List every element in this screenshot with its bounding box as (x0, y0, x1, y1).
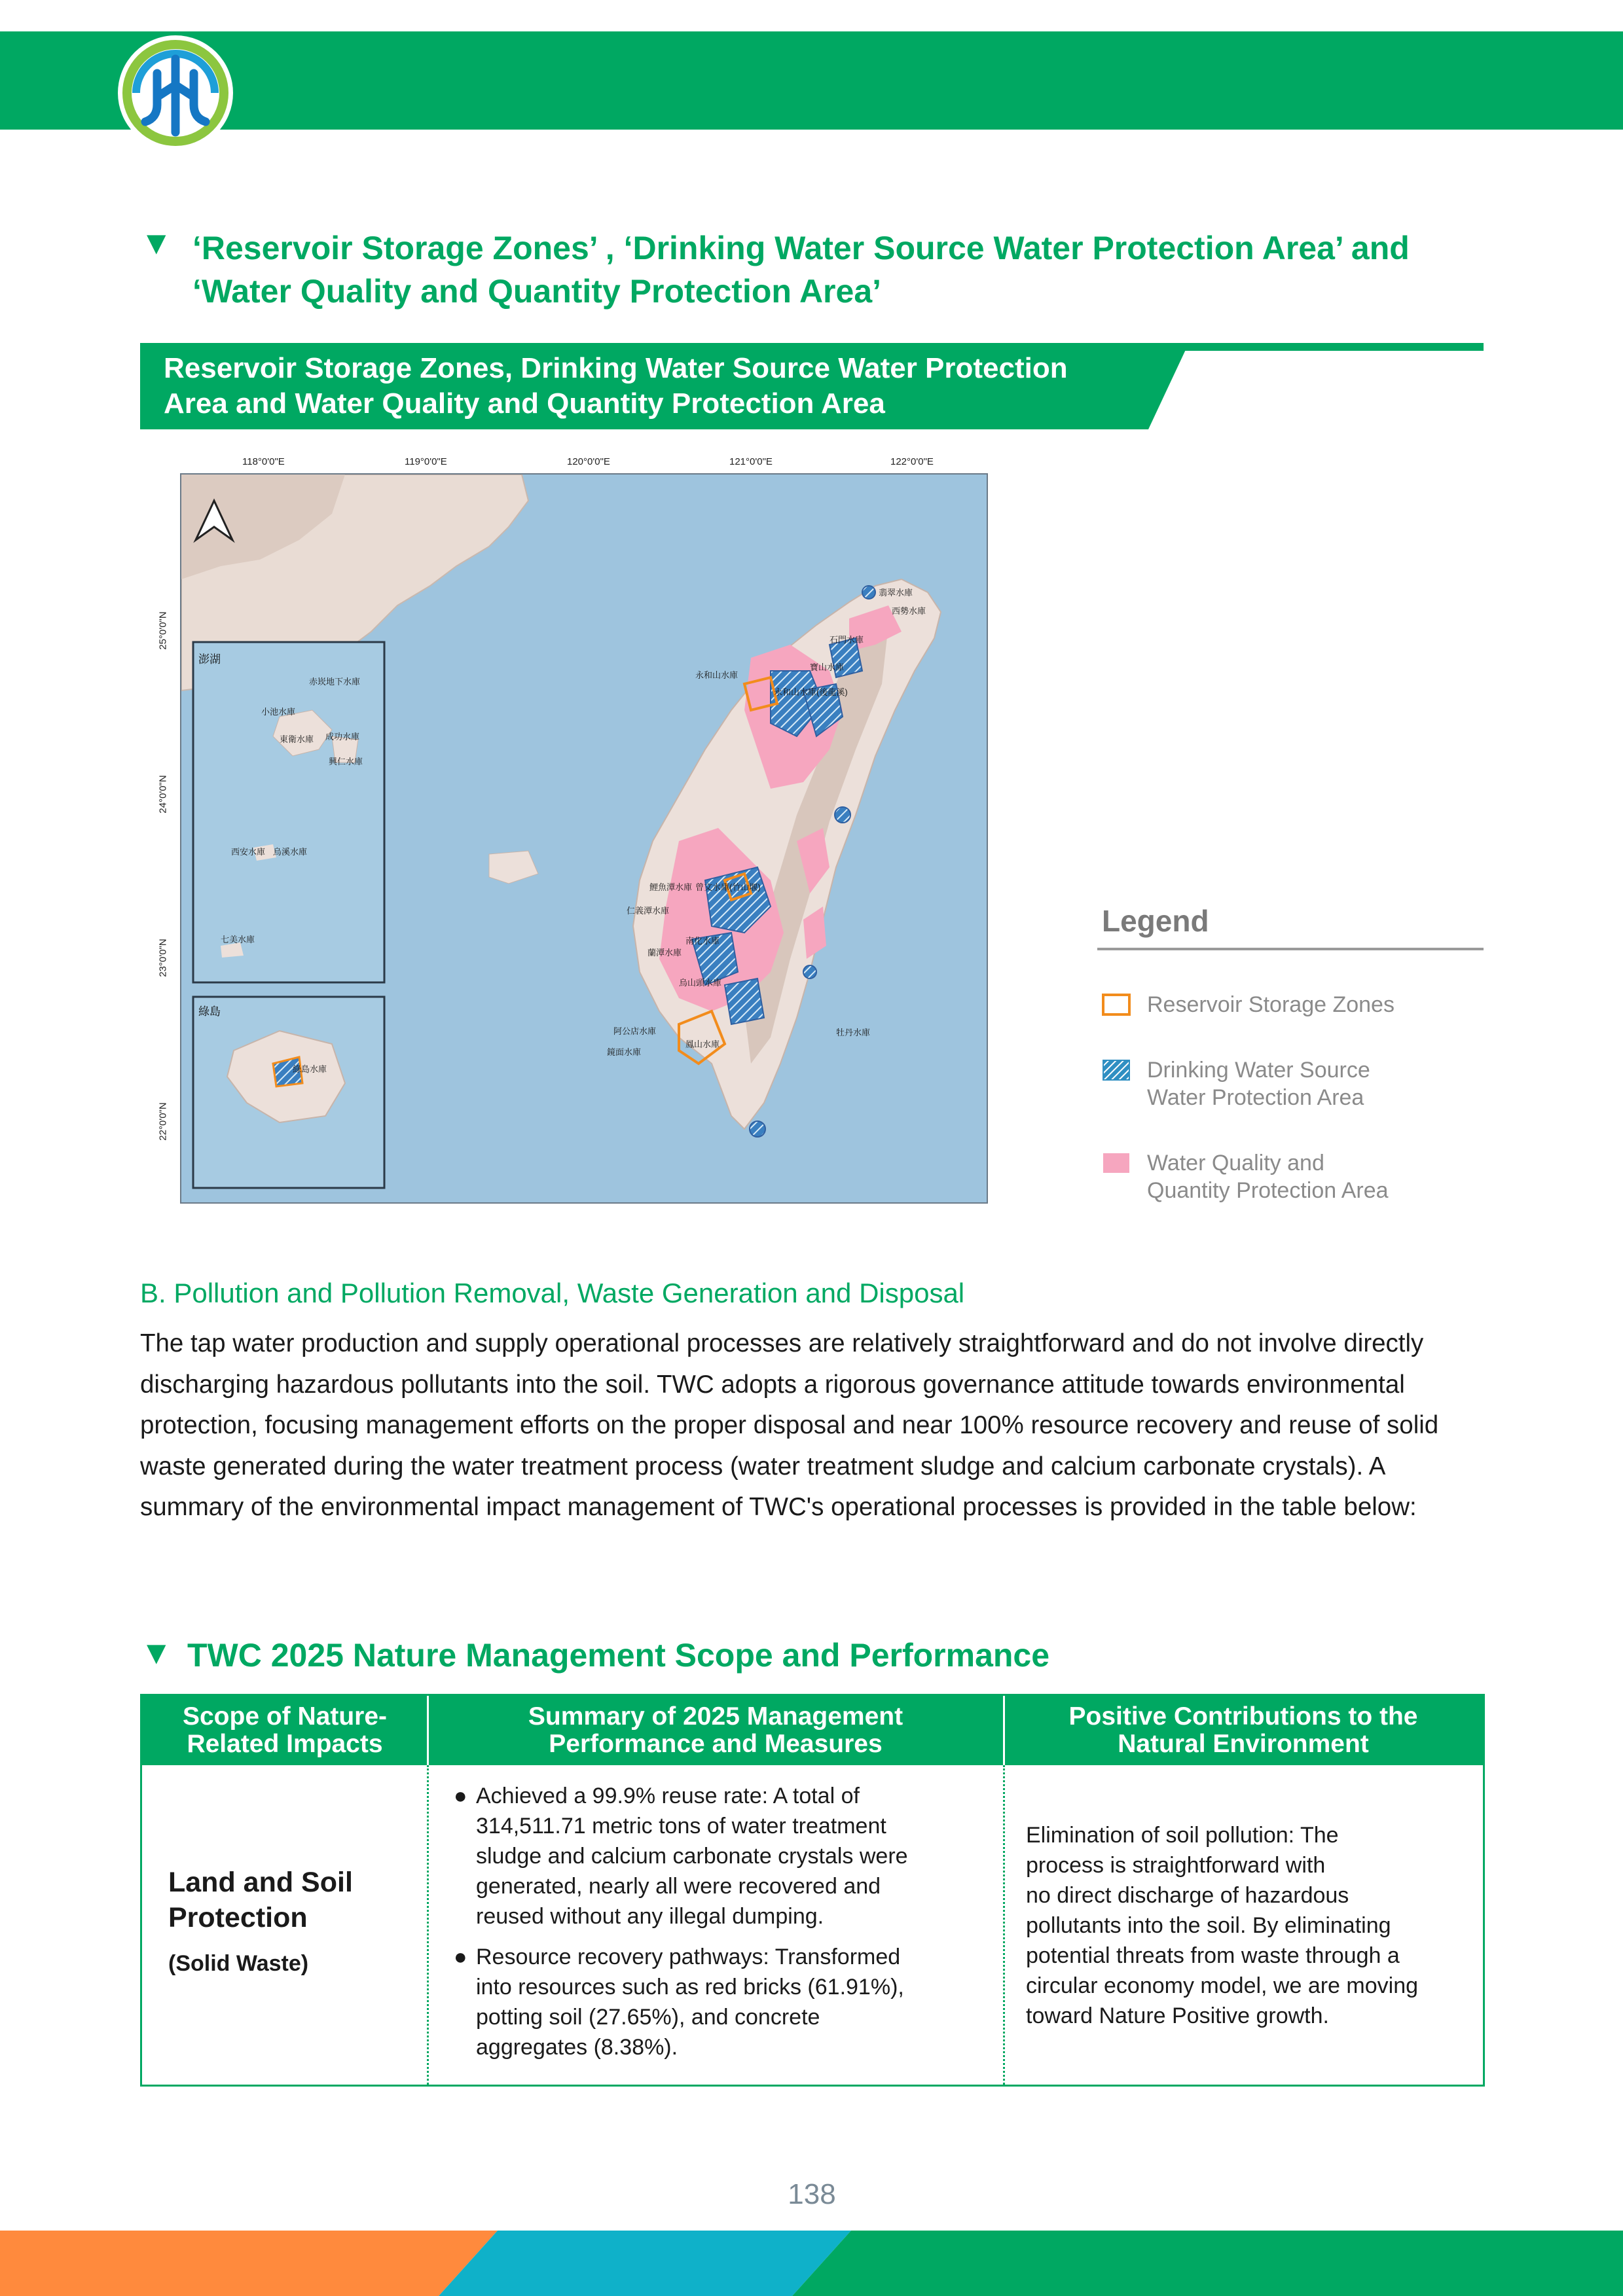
footer-color-bands (0, 2231, 1623, 2296)
map-place-label: 仁義潭水庫 (627, 906, 670, 916)
map-banner-title (164, 351, 1146, 422)
map-place-label: 西安水庫 (231, 847, 266, 857)
bullet-icon: ● (454, 1784, 467, 1808)
map-place-label: 烏山頭水庫 (679, 978, 722, 988)
map-place-label: 烏溪水庫 (273, 847, 308, 857)
section-b-title: B. Pollution and Pollution Removal, Waste Generation and Disposal (140, 1278, 965, 1308)
inset-label-green-island: 綠島 (198, 1005, 221, 1018)
legend-label-line: Water Protection Area (1147, 1085, 1364, 1110)
table-header-cell (428, 1696, 1004, 1765)
list-item (454, 1781, 991, 1931)
contribution-line: toward Nature Positive growth. (1026, 2003, 1329, 2028)
lat-label: 23°0'0"N (157, 939, 169, 977)
table-contribution-cell (1026, 1820, 1471, 2031)
lon-label: 118°0'0"E (242, 456, 285, 467)
header-line: Positive Contributions to the (1068, 1702, 1418, 1731)
table-header-cell (1004, 1696, 1483, 1765)
list-item (454, 1942, 991, 2062)
bullet-line: Achieved a 99.9% reuse rate: A total of (476, 1784, 860, 1808)
legend-divider (1097, 948, 1484, 950)
map-place-label: 翡翠水庫 (879, 588, 913, 598)
legend-title: Legend (1102, 904, 1209, 938)
map-place-label: 牡丹水庫 (836, 1028, 871, 1037)
nature-management-table (140, 1694, 1485, 2087)
bullet-line: potting soil (27.65%), and concrete (476, 2005, 820, 2030)
section-b-paragraph: The tap water production and supply operational processes are relatively straightforward and do not involve directly discharging hazardous pollutants into the soil. TWC adopts a rigorous governance attitude towards environmental protection, focusing management efforts on the proper disposal and near 100% resource recovery and reuse of solid waste generated during the water treatment process (water treatment sludge and calcium carbonate crystals). A summary of the environmental impact management of TWC's operational processes is provided in the table below: (140, 1329, 1439, 1521)
scope-line: Land and Soil (168, 1867, 353, 1898)
map-place-label: 東衛水庫 (280, 734, 314, 744)
header-band (0, 31, 1623, 130)
contribution-line: process is straightforward with (1026, 1853, 1326, 1878)
map-place-label: 阿公店水庫 (613, 1026, 657, 1036)
pink-filled-square-icon (1102, 1152, 1131, 1174)
twc-water-logo-icon[interactable] (117, 34, 234, 152)
inset-label-penghu: 澎湖 (198, 653, 221, 666)
header-line: Summary of 2025 Management (528, 1702, 903, 1731)
map-place-label: 曾文水庫(竹山堰) (695, 882, 761, 892)
map-place-label: 小池水庫 (261, 707, 296, 717)
header-separator (1003, 1696, 1005, 1765)
lon-label: 122°0'0"E (890, 456, 934, 467)
legend-label-water-quality (1147, 1149, 1389, 1204)
bullet-line: reused without any illegal dumping. (476, 1904, 824, 1929)
column-separator (427, 1765, 429, 2085)
contribution-line: circular economy model, we are moving (1026, 1973, 1419, 1998)
map-place-label: 鏡面水庫 (607, 1047, 642, 1057)
contribution-line: potential threats from waste through a (1026, 1943, 1400, 1968)
lon-label: 119°0'0"E (405, 456, 447, 467)
map-heading-line-1: ‘Reservoir Storage Zones’ , ‘Drinking Water Source Water Protection Area’ and (192, 230, 1410, 266)
legend-label-line: Drinking Water Source (1147, 1058, 1370, 1083)
table-section-heading: TWC 2025 Nature Management Scope and Performance (187, 1637, 1050, 1674)
contribution-line: Elimination of soil pollution: The (1026, 1823, 1339, 1848)
map-place-label: 寶山水庫 (810, 662, 845, 672)
bullet-line: Resource recovery pathways: Transformed (476, 1945, 901, 1969)
map-place-label: 南化水庫 (685, 936, 720, 946)
legend-item-water-quality (1102, 1152, 1131, 1177)
table-scope-subtitle: (Solid Waste) (168, 1951, 309, 1976)
map-place-label: 成功水庫 (325, 732, 360, 742)
contribution-line: no direct discharge of hazardous (1026, 1883, 1349, 1908)
legend-label-drinking-water (1147, 1056, 1370, 1111)
map-place-label: 綠島水庫 (293, 1064, 327, 1074)
heading-arrow-icon: ▼ (140, 1634, 173, 1671)
lon-label: 121°0'0"E (729, 456, 773, 467)
legend-item-drinking-water (1102, 1059, 1131, 1085)
lat-label: 25°0'0"N (157, 611, 169, 650)
map-section-heading (192, 226, 1489, 313)
heading-arrow-icon: ▼ (140, 224, 173, 261)
map-place-label: 鯉魚潭水庫 (649, 882, 693, 892)
map-place-label: 鳳山水庫 (685, 1039, 720, 1049)
map-place-label: 興仁水庫 (329, 757, 363, 766)
map-place-label: 蘭潭水庫 (647, 948, 682, 958)
map-place-label: 七美水庫 (221, 935, 255, 944)
header-line: Performance and Measures (549, 1730, 883, 1758)
legend-label-reservoir (1147, 991, 1395, 1018)
header-line: Scope of Nature- (182, 1702, 388, 1731)
bullet-line: aggregates (8.38%). (476, 2035, 678, 2060)
legend-label-line: Reservoir Storage Zones (1147, 992, 1395, 1017)
map-place-label: 永和山水庫 (695, 670, 739, 680)
reservoir-protection-map (180, 473, 988, 1204)
map-place-label: 永和山水庫(後龍溪) (774, 687, 848, 697)
bullet-icon: ● (454, 1945, 467, 1969)
bullet-line: sludge and calcium carbonate crystals were (476, 1844, 908, 1869)
map-heading-line-2: ‘Water Quality and Quantity Protection Area’ (192, 273, 882, 310)
map-place-label: 西勢水庫 (892, 606, 926, 616)
table-scope-title (168, 1865, 353, 1935)
map-place-label: 石門水庫 (830, 635, 864, 645)
table-measures-cell (454, 1781, 991, 2062)
bullet-line: generated, nearly all were recovered and (476, 1874, 881, 1899)
legend-label-line: Water Quality and (1147, 1151, 1324, 1175)
bullet-line: 314,511.71 metric tons of water treatment (476, 1814, 886, 1839)
lat-label: 22°0'0"N (157, 1102, 169, 1141)
table-header-cell (142, 1696, 428, 1765)
legend-item-reservoir (1102, 994, 1131, 1019)
contribution-line: pollutants into the soil. By eliminating (1026, 1913, 1391, 1938)
orange-outline-square-icon (1102, 994, 1131, 1016)
banner-line-1: Reservoir Storage Zones, Drinking Water Source Water Protection (164, 352, 1068, 384)
header-line: Natural Environment (1118, 1730, 1369, 1758)
bullet-line: into resources such as red bricks (61.91%), (476, 1975, 904, 2000)
header-separator (427, 1696, 429, 1765)
lat-label: 24°0'0"N (157, 775, 169, 814)
legend-label-line: Quantity Protection Area (1147, 1178, 1389, 1203)
scope-line: Protection (168, 1902, 308, 1933)
column-separator (1003, 1765, 1005, 2085)
header-line: Related Impacts (187, 1730, 383, 1758)
banner-line-2: Area and Water Quality and Quantity Protection Area (164, 387, 885, 420)
page-number: 138 (788, 2178, 836, 2210)
map-place-label: 赤崁地下水庫 (309, 677, 361, 687)
blue-hatched-square-icon (1102, 1059, 1131, 1081)
lon-label: 120°0'0"E (567, 456, 610, 467)
